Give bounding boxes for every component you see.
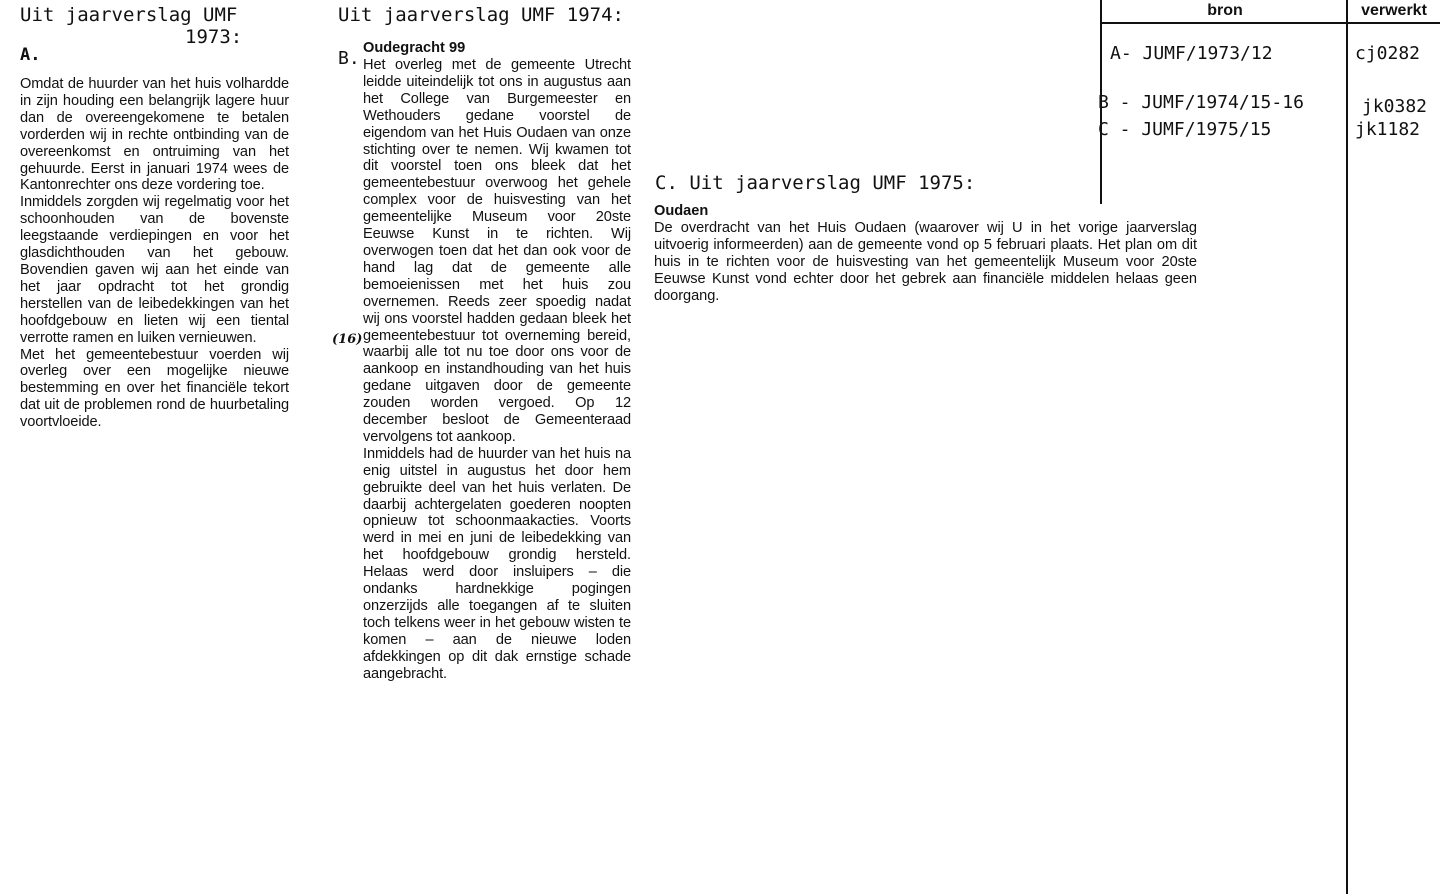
column-a-marker: A. — [20, 45, 41, 65]
column-a-body — [20, 76, 289, 431]
column-c-body: De overdracht van het Huis Oudaen (waarover wij U in het vorige jaarverslag uitvoerig informeerden) aan de gemeente vond op 5 februari plaats. Het plan om dit huis in te richten voor de huisvesting van het gemeentelijk Museum voor 20ste Eeuwse Kunst vond echter door het gebrek aan financiële middelen helaas geen doorgang. — [654, 220, 1197, 304]
column-b-paragraph: Het overleg met de gemeente Utrecht leidde uiteindelijk tot ons in augustus aan het College van Burgemeester en Wethouders gedane voorstel de eigendom van het Huis Oudaen van onze stichting over te nemen. Wij kwamen tot dit voorstel toen ons bleek dat het gemeentebestuur overwoog het gehele complex voor de huisvesting van het gemeentelijke Museum voor 20ste Eeuwse Kunst in te richten. Wij overwogen toen dat het dan ook voor de hand lag dat de gemeente alle bemoeienissen met het huis zou overnemen. Reeds zeer spoedig nadat wij ons voorstel hadden gedaan bleek het gemeentebestuur tot overneming bereid, waarbij alle tot nu toe door ons voor de aankoop en instandhouding van het huis gedane uitgaven door de gemeente zouden worden vergoed. Op 12 december besloot de Gemeenteraad vervolgens tot aankoop. — [363, 57, 631, 445]
table-cell-bron: C - JUMF/1975/15 — [1098, 119, 1272, 140]
column-b-paragraph: Inmiddels had de huurder van het huis na enig uitstel in augustus het door hem gebruikte deel van het huis verlaten. De daarbij achtergelaten goederen noopten opnieuw tot schoonmaakacties. Voorts werd in mei en juni de leibedekking van het hoofdgebouw grondig hersteld. Helaas werd door insluipers – die ondanks hardnekkige pogingen onzerzijds alle toegangen af te sluiten toch telkens weer in het gebouw wisten te komen – aan de nieuwe loden afdekkingen op dit dak ernstige schade aangebracht. — [363, 445, 631, 682]
column-b-marker: B. — [338, 48, 360, 69]
table-column-divider — [1346, 0, 1348, 894]
column-a-heading-year: 1973: — [185, 26, 243, 48]
column-a-heading: Uit jaarverslag UMF — [20, 4, 238, 26]
column-b-subheading: Oudegracht 99 — [363, 40, 466, 56]
table-cell-verwerkt: jk1182 — [1355, 119, 1421, 140]
table-cell-verwerkt: cj0282 — [1355, 43, 1421, 64]
column-b-body — [363, 57, 631, 683]
column-c-heading: C. Uit jaarverslag UMF 1975: — [655, 172, 976, 194]
table-cell-verwerkt: jk0382 — [1362, 96, 1428, 117]
column-a-paragraph: Omdat de huurder van het huis volhardde in zijn houding een belangrijk lagere huur dan de overeengekomene te betalen vorderden wij in rechte ontbinding van de overeenkomst en ontruiming van het gehuurde. Eerst in januari 1974 wees de Kantonrechter ons deze vordering toe. — [20, 76, 289, 194]
column-a-paragraph: Inmiddels zorgden wij regelmatig voor het schoonhouden van de bovenste leegstaande verdiepingen en voor het glasdichthouden van het gebouw. Bovendien gaven wij aan het einde van het jaar opdracht tot het grondig herstellen van de leibedekkingen van het hoofdgebouw en lieten wij een tiental verrotte ramen en luiken vernieuwen. — [20, 194, 289, 346]
column-c-subheading: Oudaen — [654, 203, 709, 219]
table-cell-bron: B - JUMF/1974/15-16 — [1098, 92, 1304, 113]
column-a-paragraph: Met het gemeentebestuur voerden wij overleg over een mogelijke nieuwe bestemming en over het financiële tekort dat uit de problemen rond de huurbetaling voortvloeide. — [20, 346, 289, 431]
table-header-rule — [1100, 22, 1440, 24]
table-header-bron: bron — [1207, 2, 1243, 19]
column-b-margin-note: (16) — [332, 332, 363, 347]
table-header-verwerkt: verwerkt — [1361, 2, 1427, 19]
column-b-heading: Uit jaarverslag UMF 1974: — [338, 4, 624, 26]
table-cell-bron: A- JUMF/1973/12 — [1110, 43, 1273, 64]
